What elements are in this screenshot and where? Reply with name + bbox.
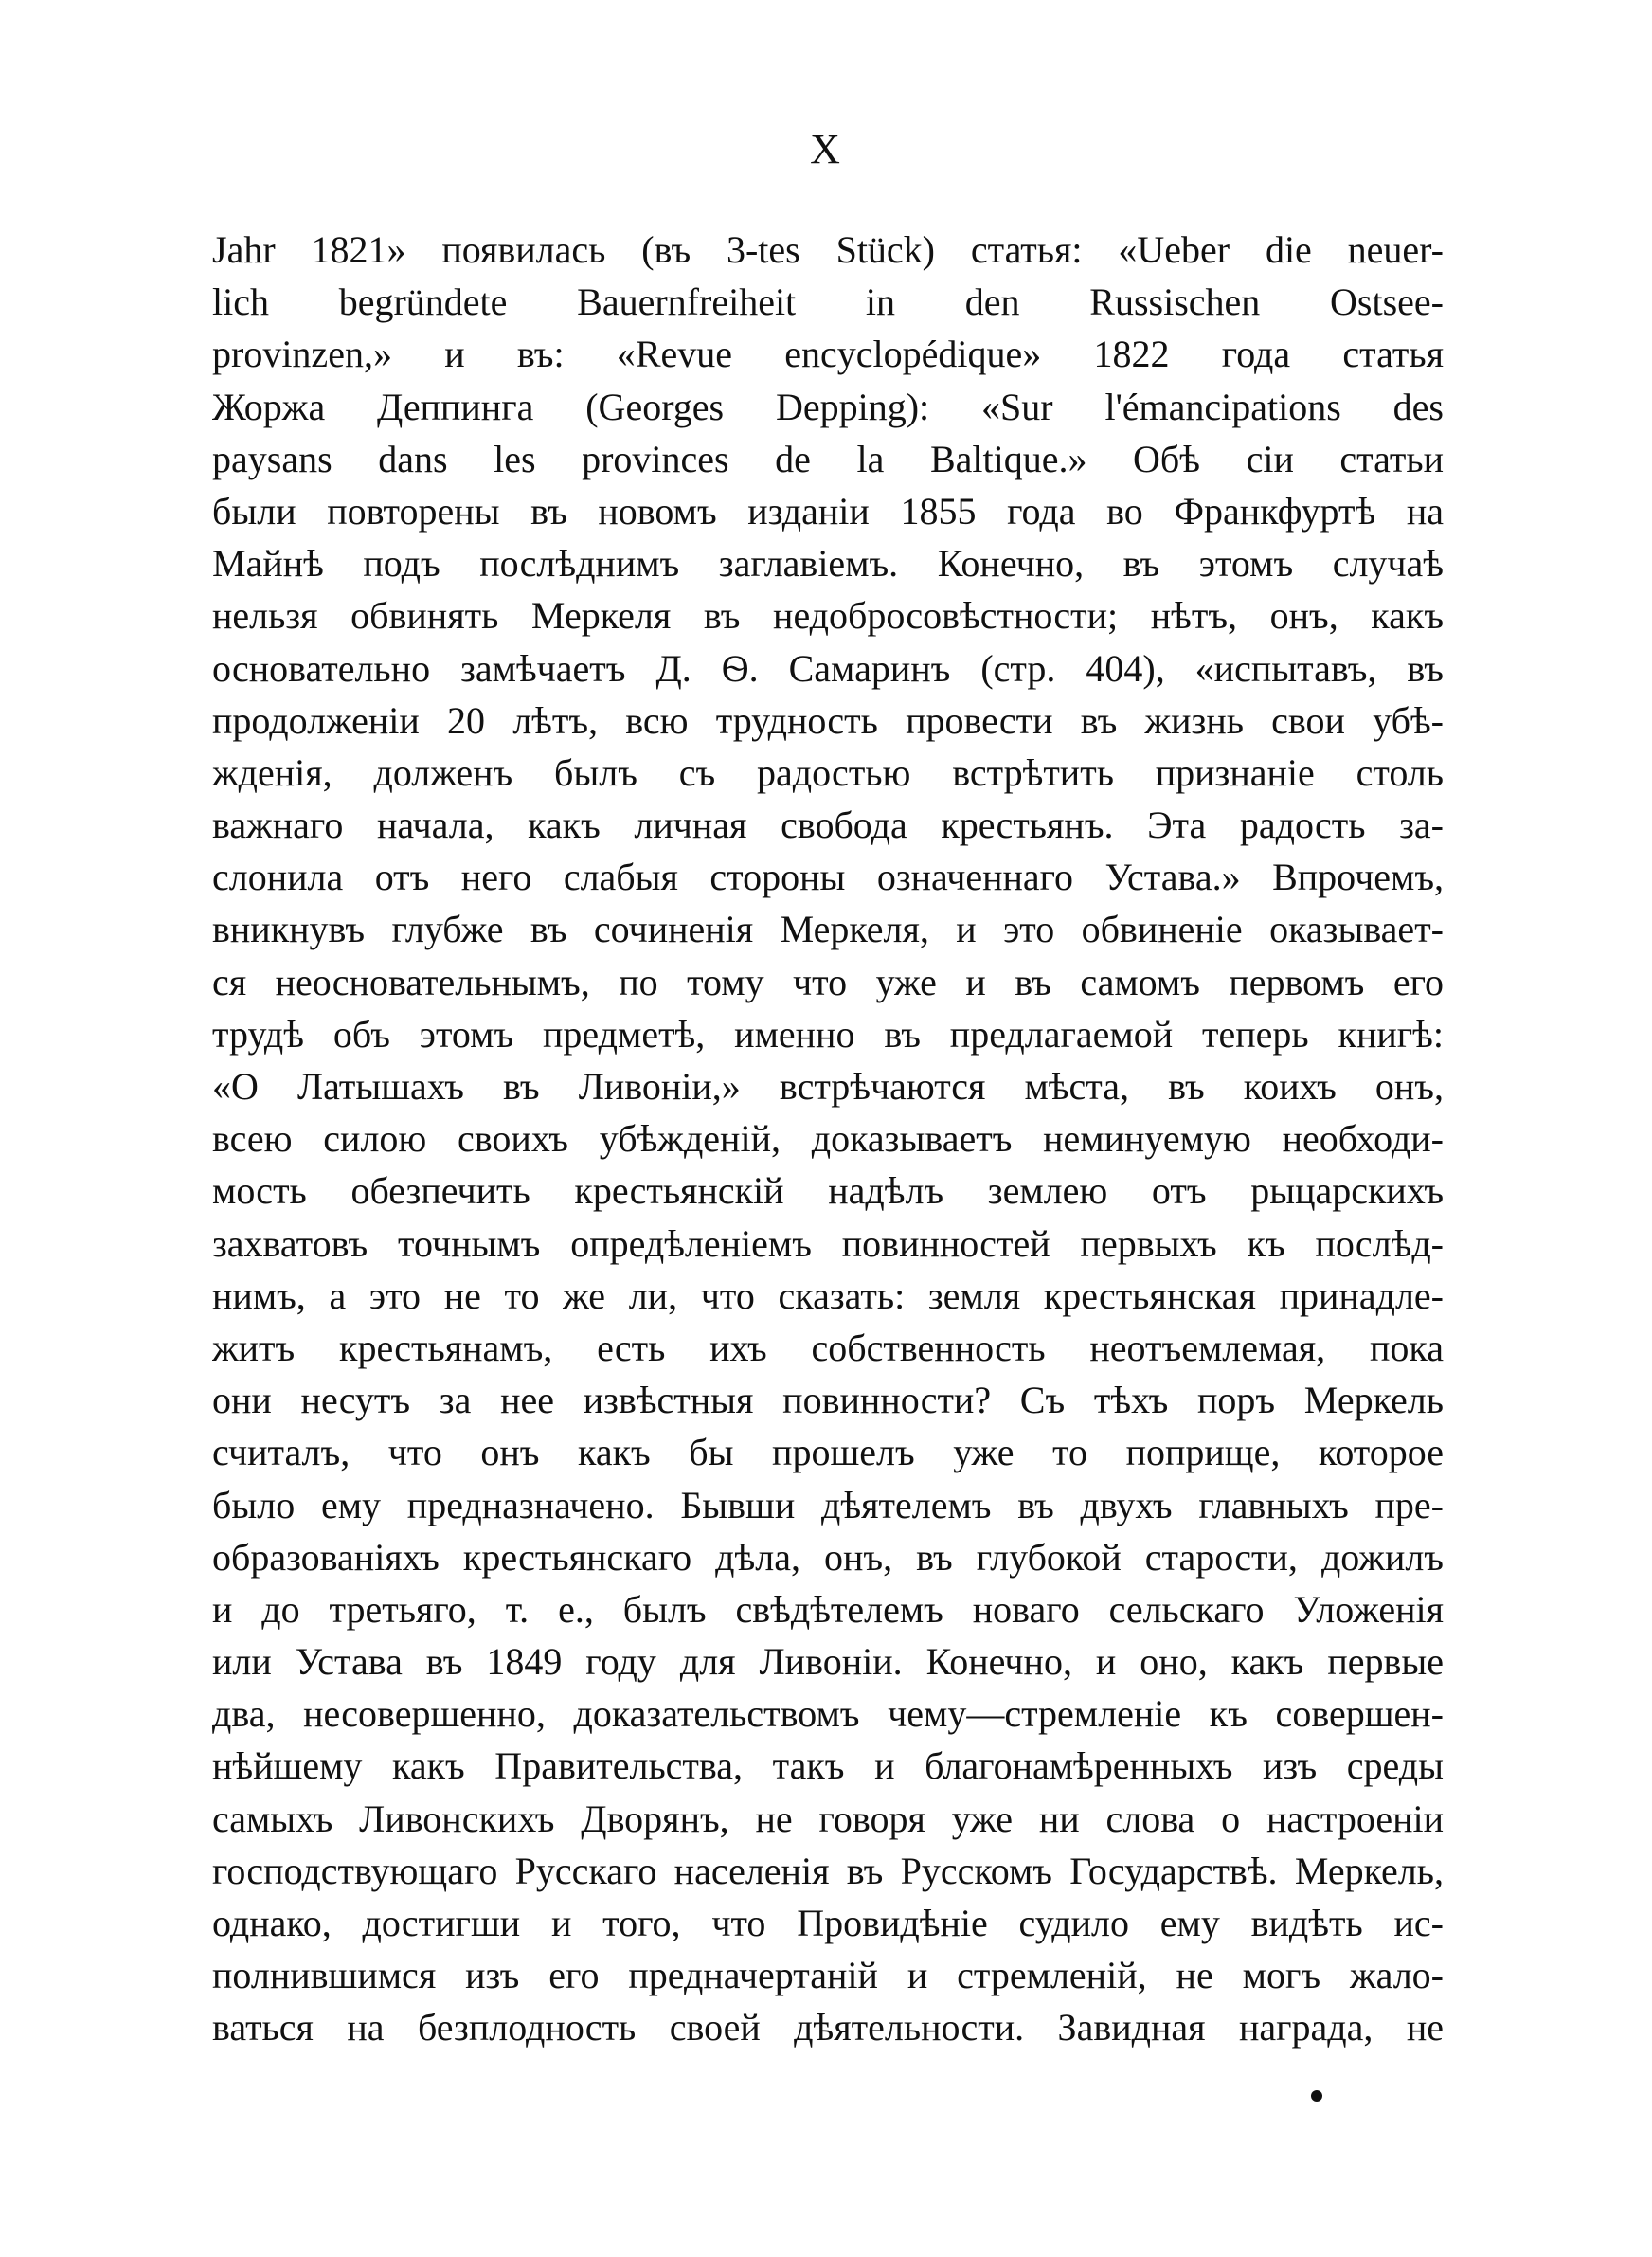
text-line: нельзя обвинять Меркеля въ недобросовѣстности; нѣтъ, онъ, какъ (212, 594, 1444, 638)
text-line: вникнувъ глубже въ сочиненія Меркеля, и это обвиненіе оказывает- (212, 908, 1444, 951)
text-line: трудѣ объ этомъ предметѣ, именно въ предлагаемой теперь книгѣ: (212, 1012, 1444, 1056)
ink-mark (1311, 2090, 1322, 2102)
text-line: житъ крестьянамъ, есть ихъ собственность неотъемлемая, пока (212, 1326, 1444, 1369)
text-line: два, несовершенно, доказательствомъ чему—стремленіе къ совершен- (212, 1692, 1444, 1736)
body-text (212, 224, 1444, 2054)
text-line: всею силою своихъ убѣжденій, доказываетъ неминуемую необходи- (212, 1117, 1444, 1161)
text-line: были повторены въ новомъ изданіи 1855 года во Франкфуртѣ на (212, 489, 1444, 533)
text-line: важнаго начала, какъ личная свобода крестьянъ. Эта радость за- (212, 803, 1444, 847)
text-line: полнившимся изъ его предначертаній и стремленій, не могъ жало- (212, 1954, 1444, 1997)
text-line: было ему предназначено. Бывши дѣятелемъ въ двухъ главныхъ пре- (212, 1483, 1444, 1526)
text-line: продолженіи 20 лѣтъ, всю трудность провести въ жизнь свои убѣ- (212, 698, 1444, 742)
text-line: или Устава въ 1849 году для Ливоніи. Конечно, и оно, какъ первые (212, 1640, 1444, 1684)
text-line: захватовъ точнымъ опредѣленіемъ повинностей первыхъ къ послѣд- (212, 1221, 1444, 1265)
text-line: жденія, долженъ былъ съ радостью встрѣтить признаніе столь (212, 750, 1444, 794)
text-line: нѣйшему какъ Правительства, такъ и благонамѣренныхъ изъ среды (212, 1744, 1444, 1788)
text-line: «О Латышахъ въ Ливоніи,» встрѣчаются мѣста, въ коихъ онъ, (212, 1065, 1444, 1108)
text-line: ваться на безплодность своей дѣятельности. Завидная награда, не (212, 2006, 1444, 2049)
text-line: однако, достигши и того, что Провидѣніе судило ему видѣть ис- (212, 1902, 1444, 1944)
text-line: Jahr 1821» появилась (въ 3-tes Stück) статья: «Ueber die neuer- (212, 228, 1444, 271)
text-line: provinzen,» и въ: «Revue encyclopédique» 1822 года статья (212, 333, 1444, 376)
text-line: Майнѣ подъ послѣднимъ заглавіемъ. Конечно, въ этомъ случаѣ (212, 542, 1444, 586)
text-line: считалъ, что онъ какъ бы прошелъ уже то поприще, которое (212, 1431, 1444, 1474)
text-line: самыхъ Ливонскихъ Дворянъ, не говоря уже ни слова о настроеніи (212, 1797, 1444, 1840)
text-line: paysans dans les provinces de la Baltique.» Обѣ сіи статьи (212, 437, 1444, 480)
text-line: Жоржа Деппинга (Georges Depping): «Sur l'émancipations des (212, 385, 1444, 428)
text-line: основательно замѣчаетъ Д. Ѳ. Самаринъ (стр. 404), «испытавъ, въ (212, 646, 1444, 690)
text-line: нимъ, а это не то же ли, что сказать: земля крестьянская принадле- (212, 1273, 1444, 1317)
text-line: lich begründete Bauernfreiheit in den Russischen Ostsee- (212, 280, 1444, 324)
text-line: господствующаго Русскаго населенія въ Русскомъ Государствѣ. Меркель, (212, 1849, 1444, 1892)
text-line: они несутъ за нее извѣстныя повинности? Съ тѣхъ поръ Меркель (212, 1379, 1444, 1422)
text-line: и до третьяго, т. е., былъ свѣдѣтелемъ новаго сельскаго Уложенія (212, 1587, 1444, 1631)
text-line: образованіяхъ крестьянскаго дѣла, онъ, въ глубокой старости, дожилъ (212, 1535, 1444, 1579)
text-line: мость обезпечить крестьянскій надѣлъ землею отъ рыцарскихъ (212, 1169, 1444, 1213)
text-line: ся неосновательнымъ, по тому что уже и въ самомъ первомъ его (212, 960, 1444, 1003)
page-number: X (810, 126, 842, 172)
text-line: слонила отъ него слабыя стороны означеннаго Устава.» Впрочемъ, (212, 856, 1444, 899)
